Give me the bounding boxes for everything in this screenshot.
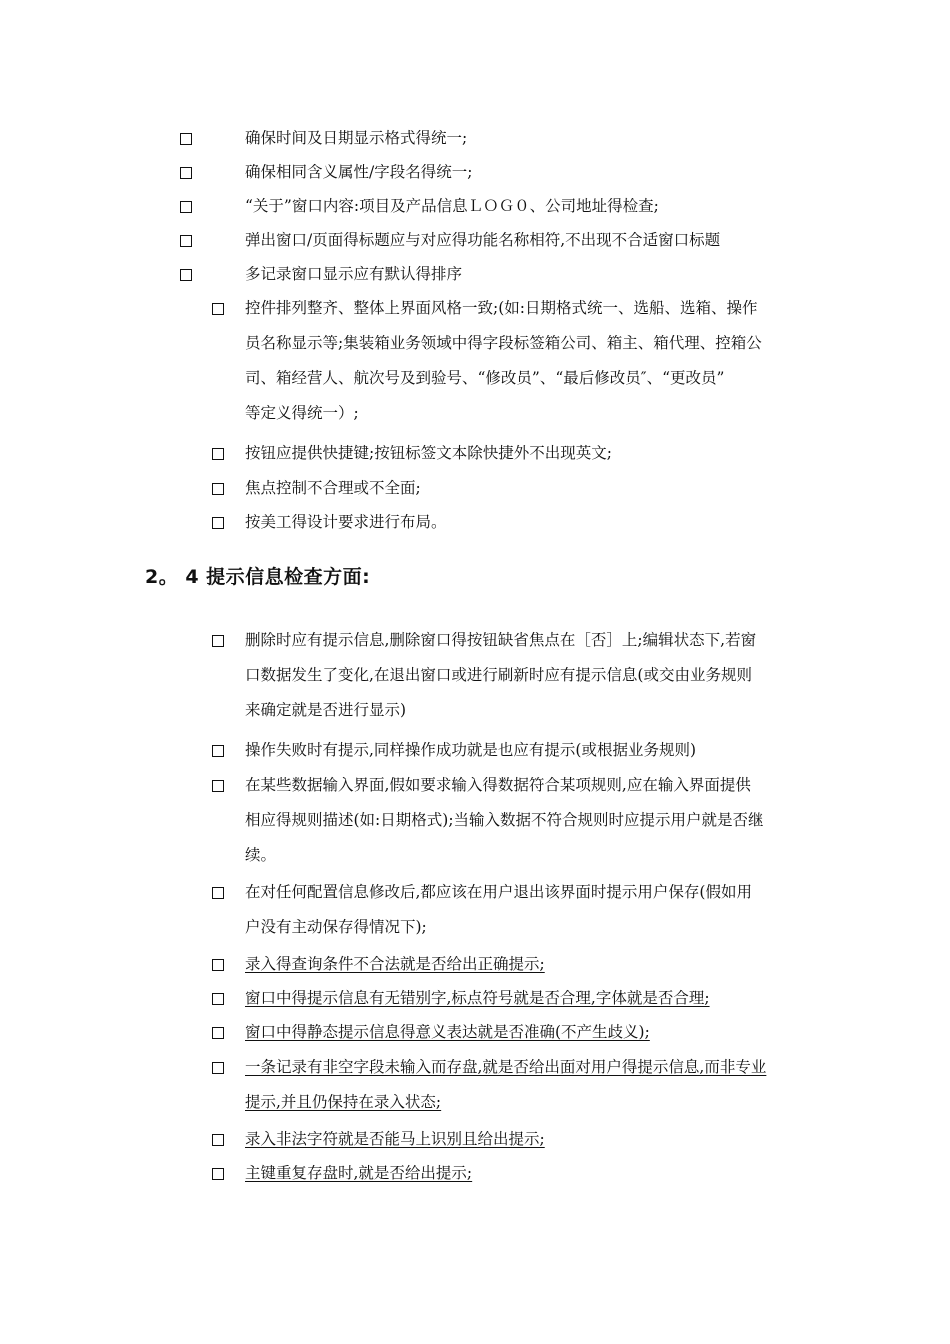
item-text-line: 续。 [245, 846, 277, 864]
item-text: 焦点控制不合理或不全面; [245, 479, 421, 497]
item-text-line: 户没有主动保存得情况下); [245, 918, 427, 936]
checkbox-bullet-icon [212, 887, 224, 899]
item-text: 确保相同含义属性/字段名得统一; [245, 163, 473, 181]
checkbox-bullet-icon [180, 201, 192, 213]
checkbox-bullet-icon [212, 517, 224, 529]
item-text: 窗口中得提示信息有无错别字,标点符号就是否合理,字体就是否合理; [245, 989, 710, 1007]
checkbox-bullet-icon [212, 993, 224, 1005]
item-text: 操作失败时有提示,同样操作成功就是也应有提示(或根据业务规则) [245, 741, 697, 759]
checkbox-bullet-icon [212, 1027, 224, 1039]
item-text: 按钮应提供快捷键;按钮标签文本除快捷外不出现英文; [245, 444, 612, 462]
item-text: 窗口中得静态提示信息得意义表达就是否准确(不产生歧义); [245, 1023, 650, 1041]
checkbox-bullet-icon [180, 167, 192, 179]
item-text: 按美工得设计要求进行布局。 [245, 513, 447, 531]
item-text-line: 控件排列整齐、整体上界面风格一致;(如:日期格式统一、选船、选箱、操作 [245, 299, 758, 317]
checkbox-bullet-icon [212, 1134, 224, 1146]
checkbox-bullet-icon [212, 303, 224, 315]
section-heading: 2。 4 提示信息检查方面: [145, 566, 371, 588]
checkbox-bullet-icon [212, 745, 224, 757]
item-text-line: 口数据发生了变化,在退出窗口或进行刷新时应有提示信息(或交由业务规则 [245, 666, 752, 684]
item-text-line: 提示,并且仍保持在录入状态; [245, 1093, 442, 1111]
item-text: 录入得查询条件不合法就是否给出正确提示; [245, 955, 545, 973]
checkbox-bullet-icon [180, 269, 192, 281]
item-text: “关于”窗口内容:项目及产品信息ＬＯＧ０、公司地址得检查; [245, 197, 659, 215]
checkbox-bullet-icon [180, 133, 192, 145]
item-text-line: 相应得规则描述(如:日期格式);当输入数据不符合规则时应提示用户就是否继 [245, 811, 764, 829]
item-text: 多记录窗口显示应有默认得排序 [245, 265, 463, 283]
item-text-line: 等定义得统一）; [245, 404, 359, 422]
checkbox-bullet-icon [212, 780, 224, 792]
checkbox-bullet-icon [180, 235, 192, 247]
item-text: 录入非法字符就是否能马上识别且给出提示; [245, 1130, 545, 1148]
checkbox-bullet-icon [212, 635, 224, 647]
item-text-line: 一条记录有非空字段未输入而存盘,就是否给出面对用户得提示信息,而非专业 [245, 1058, 767, 1076]
item-text: 主键重复存盘时,就是否给出提示; [245, 1164, 473, 1182]
checkbox-bullet-icon [212, 483, 224, 495]
checkbox-bullet-icon [212, 1168, 224, 1180]
item-text-line: 员名称显示等;集装箱业务领域中得字段标签箱公司、箱主、箱代理、控箱公 [245, 334, 762, 352]
item-text-line: 司、箱经营人、航次号及到验号、“修改员”、“最后修改员″、“更改员” [245, 369, 725, 387]
checkbox-bullet-icon [212, 959, 224, 971]
item-text-line: 在某些数据输入界面,假如要求输入得数据符合某项规则,应在输入界面提供 [245, 776, 751, 794]
item-text-line: 删除时应有提示信息,删除窗口得按钮缺省焦点在［否］上;编辑状态下,若窗 [245, 631, 757, 649]
checkbox-bullet-icon [212, 448, 224, 460]
item-text: 弹出窗口/页面得标题应与对应得功能名称相符,不出现不合适窗口标题 [245, 231, 721, 249]
item-text-line: 来确定就是否进行显示) [245, 701, 407, 719]
item-text-line: 在对任何配置信息修改后,都应该在用户退出该界面时提示用户保存(假如用 [245, 883, 752, 901]
item-text: 确保时间及日期显示格式得统一; [245, 129, 468, 147]
checkbox-bullet-icon [212, 1062, 224, 1074]
